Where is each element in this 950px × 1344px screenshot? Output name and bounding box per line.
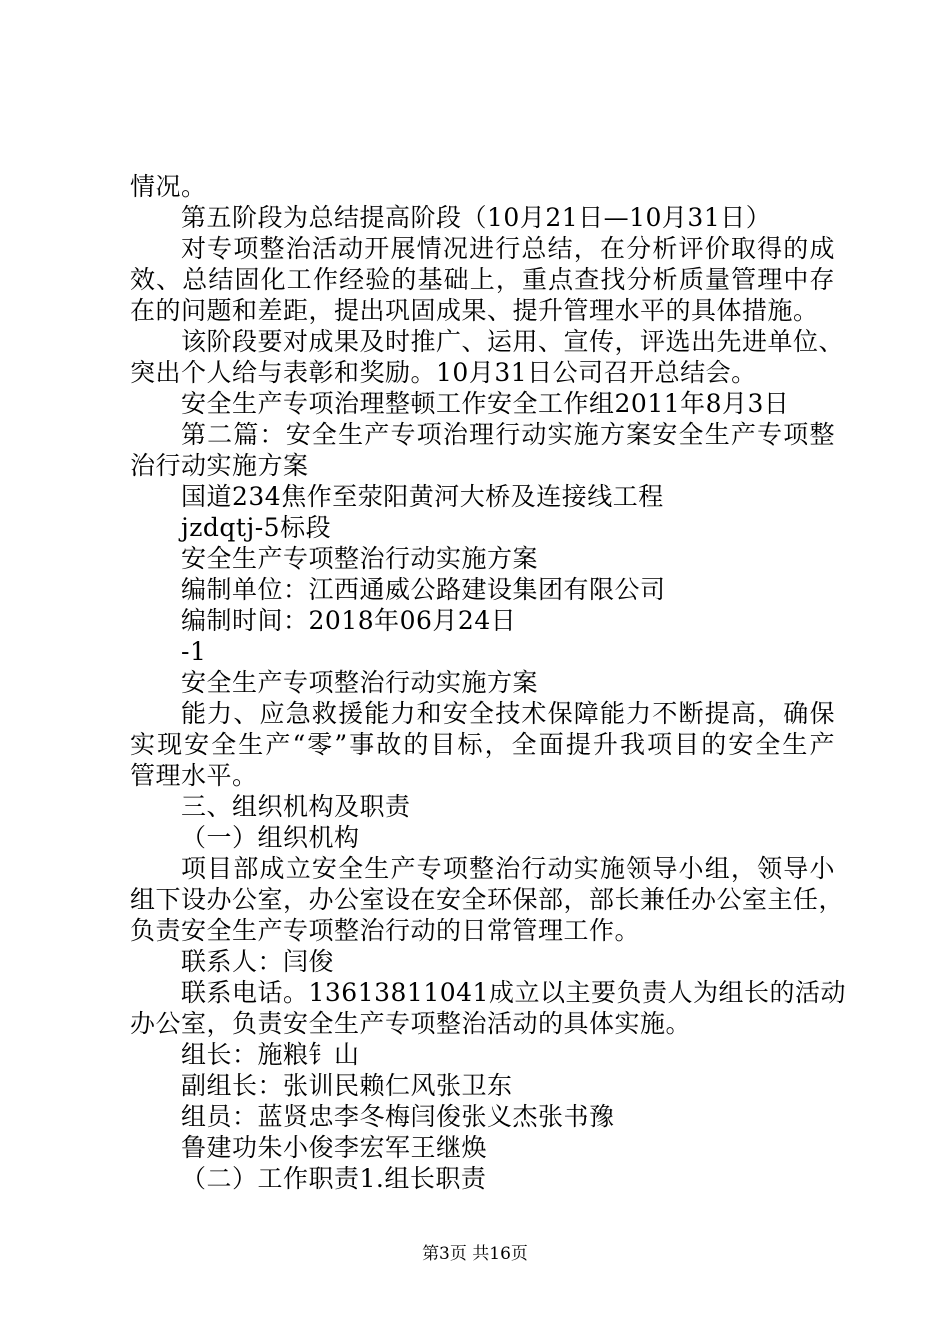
text-line: 联系电话。13613811041成立以主要负责人为组长的活动 [181, 978, 846, 1007]
text-line: 副组长：张训民赖仁风张卫东 [181, 1071, 513, 1100]
text-line: 在的问题和差距，提出巩固成果、提升管理水平的具体措施。 [130, 296, 819, 325]
text-line: 治行动实施方案 [130, 451, 309, 480]
text-line: 管理水平。 [130, 761, 258, 790]
page-footer [0, 1243, 950, 1265]
text-line: 鲁建功朱小俊李宏军王继焕 [181, 1133, 488, 1162]
text-line: 三、组织机构及职责 [181, 792, 411, 821]
text-line: 联系人：闫俊 [181, 947, 335, 976]
text-line: 实现安全生产“零”事故的目标，全面提升我项目的安全生产 [130, 730, 835, 759]
text-line: 安全生产专项整治行动实施方案 [181, 544, 539, 573]
text-line: 第五阶段为总结提高阶段（10月21日—10月31日） [181, 203, 772, 232]
text-line: （一）组织机构 [181, 823, 360, 852]
text-line: 安全生产专项整治行动实施方案 [181, 668, 539, 697]
text-line: 效、总结固化工作经验的基础上，重点查找分析质量管理中存 [130, 265, 835, 294]
text-line: 第二篇：安全生产专项治理行动实施方案安全生产专项整 [181, 420, 835, 449]
text-line: 负责安全生产专项整治行动的日常管理工作。 [130, 916, 641, 945]
text-line: 组下设办公室，办公室设在安全环保部，部长兼任办公室主任， [130, 885, 845, 914]
text-line: 突出个人给与表彰和奖励。10月31日公司召开总结会。 [130, 358, 757, 387]
text-line: jzdqtj-5标段 [181, 513, 332, 542]
text-line: 编制单位：江西通威公路建设集团有限公司 [181, 575, 666, 604]
text-line: 办公室，负责安全生产专项整治活动的具体实施。 [130, 1009, 692, 1038]
text-line: 国道234焦作至荥阳黄河大桥及连接线工程 [181, 482, 664, 511]
text-line: -1 [181, 637, 207, 666]
text-line: 能力、应急救援能力和安全技术保障能力不断提高，确保 [181, 699, 835, 728]
document-body [130, 171, 846, 1194]
text-line: 组长：施粮钅山 [181, 1040, 360, 1069]
text-line: 编制时间：2018年06月24日 [181, 606, 517, 635]
text-line: 项目部成立安全生产专项整治行动实施领导小组，领导小 [181, 854, 835, 883]
page-number: 第3页 共16页 [422, 1244, 528, 1264]
text-line: 情况。 [130, 172, 207, 201]
text-line: 安全生产专项治理整顿工作安全工作组2011年8月3日 [181, 389, 790, 418]
text-line: 组员：蓝贤忠李冬梅闫俊张义杰张书豫 [181, 1102, 615, 1131]
text-line: 对专项整治活动开展情况进行总结，在分析评价取得的成 [181, 234, 835, 263]
text-line: 该阶段要对成果及时推广、运用、宣传，评选出先进单位、 [181, 327, 845, 356]
text-line: （二）工作职责1.组长职责 [181, 1164, 487, 1193]
